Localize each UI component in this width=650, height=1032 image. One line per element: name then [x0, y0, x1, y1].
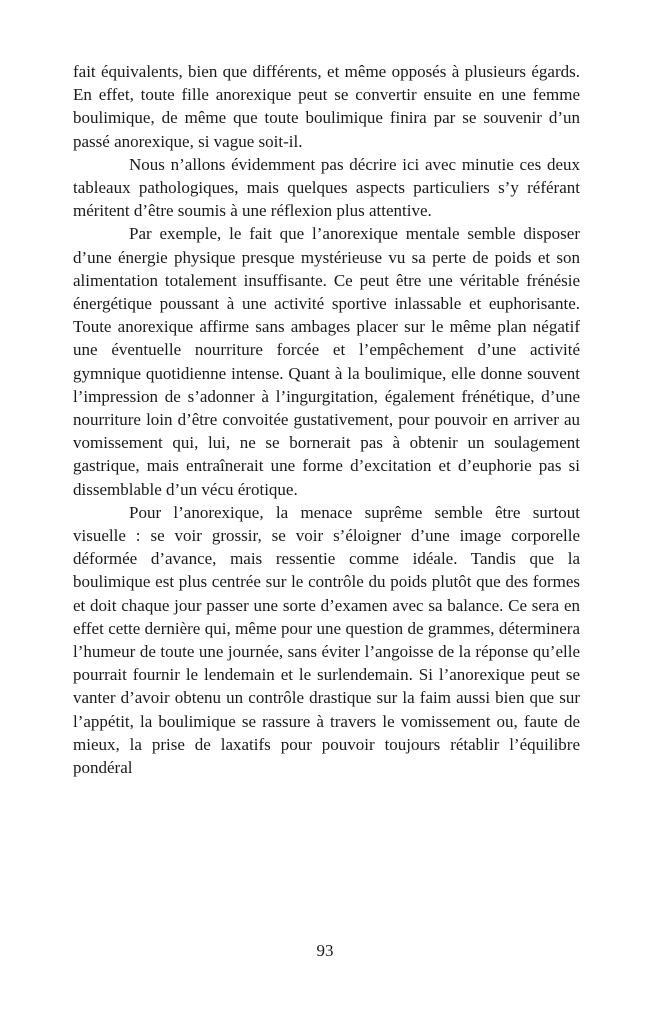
paragraph-2: Nous n’allons évidemment pas décrire ici avec minutie ces deux tableaux pathologiques, mais quelques aspects particuliers s’y référant méritent d’être soumis à une réflexion plus attentive. — [73, 154, 580, 221]
paragraph-1: fait équivalents, bien que différents, et même opposés à plusieurs égards. En effet, toute fille anorexique peut se convertir ensuite en une femme boulimique, de même que toute boulimique finira par se souvenir d’un passé anorexique, si vague soit-il. — [73, 62, 580, 151]
page-number: 93 — [316, 941, 334, 960]
page-body — [73, 60, 580, 779]
paragraph-4: Pour l’anorexique, la menace suprême semble être surtout visuelle : se voir grossir, se voir s’éloigner d’une image corporelle déformée d’avance, mais ressentie comme idéale. Tandis que la boulimique est plus centrée sur le contrôle du poids plutôt que des formes et doit chaque jour passer une sorte d’examen avec sa balance. Ce sera en effet cette dernière qui, même pour une question de grammes, déterminera l’humeur de toute une journée, sans éviter l’angoisse de la réponse qu’elle pourrait fournir le lendemain et le surlendemain. Si l’anorexique peut se vanter d’avoir obtenu un contrôle drastique sur la faim aussi bien que sur l’appétit, la boulimique se rassure à travers le vomissement ou, faute de mieux, la prise de laxatifs pour pouvoir toujours rétablir l’équilibre pondéral — [73, 502, 580, 778]
paragraph-3: Par exemple, le fait que l’anorexique mentale semble disposer d’une énergie physique presque mystérieuse vu sa perte de poids et son alimentation totalement insuffisante. Ce peut être une véritable frénésie énergétique poussant à une activité sportive inlassable et euphorisante. Toute anorexique affirme sans ambages placer sur le même plan négatif une éventuelle nourriture forcée et l’empêchement d’une activité gymnique quotidienne intense. Quant à la boulimique, elle donne souvent l’impression de s’adonner à l’ingurgitation, également frénétique, d’une nourriture loin d’être convoitée gustativement, pour pouvoir en arriver au vomissement qui, lui, ne se bornerait pas à obtenir un soulagement gastrique, mais entraînerait une forme d’excitation et d’euphorie pas si dissemblable d’un vécu érotique. — [73, 224, 580, 499]
